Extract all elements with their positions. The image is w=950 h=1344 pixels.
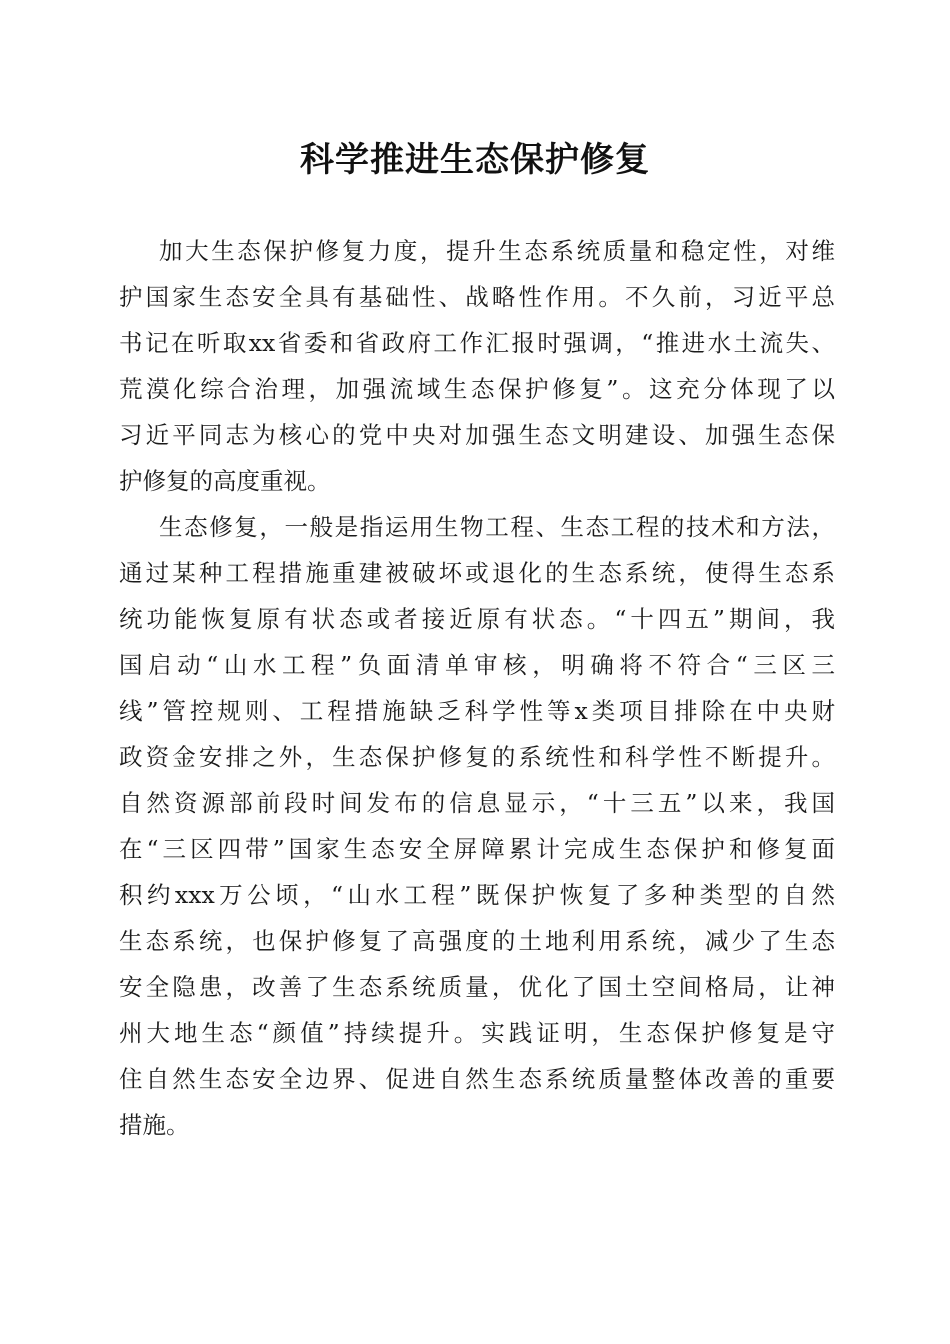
- document-body: [119, 228, 835, 1148]
- text-line: 住自然生态安全边界、促进自然生态系统质量整体改善的重要: [119, 1065, 835, 1093]
- text-line: 生态系统，也保护修复了高强度的土地利用系统，减少了生态: [119, 927, 835, 955]
- text-line: 荒漠化综合治理，加强流域生态保护修复”。这充分体现了以: [119, 375, 835, 403]
- text-line: 在“三区四带”国家生态安全屏障累计完成生态保护和修复面: [119, 835, 835, 863]
- text-line: 生态修复，一般是指运用生物工程、生态工程的技术和方法，: [159, 513, 835, 541]
- text-line: 习近平同志为核心的党中央对加强生态文明建设、加强生态保: [119, 421, 835, 449]
- text-line: 国启动“山水工程”负面清单审核，明确将不符合“三区三: [119, 651, 835, 679]
- text-line: 加大生态保护修复力度，提升生态系统质量和稳定性，对维: [159, 237, 835, 265]
- text-line: 书记在听取xx省委和省政府工作汇报时强调，“推进水土流失、: [119, 329, 835, 357]
- text-line: 措施。: [119, 1111, 190, 1139]
- text-line: 州大地生态“颜值”持续提升。实践证明，生态保护修复是守: [119, 1019, 835, 1047]
- text-line: 统功能恢复原有状态或者接近原有状态。“十四五”期间，我: [119, 605, 835, 633]
- text-line: 线”管控规则、工程措施缺乏科学性等x类项目排除在中央财: [119, 697, 835, 725]
- text-line: 政资金安排之外，生态保护修复的系统性和科学性不断提升。: [119, 743, 835, 771]
- paragraph-2: [119, 504, 835, 1148]
- text-line: 通过某种工程措施重建被破坏或退化的生态系统，使得生态系: [119, 559, 835, 587]
- text-line: 护修复的高度重视。: [119, 467, 331, 495]
- text-line: 安全隐患，改善了生态系统质量，优化了国土空间格局，让神: [119, 973, 835, 1001]
- text-line: 自然资源部前段时间发布的信息显示，“十三五”以来，我国: [119, 789, 835, 817]
- paragraph-1: [119, 228, 835, 504]
- text-line: 积约xxx万公顷，“山水工程”既保护恢复了多种类型的自然: [119, 881, 835, 909]
- document-title: 科学推进生态保护修复: [300, 140, 650, 180]
- text-line: 护国家生态安全具有基础性、战略性作用。不久前，习近平总: [119, 283, 835, 311]
